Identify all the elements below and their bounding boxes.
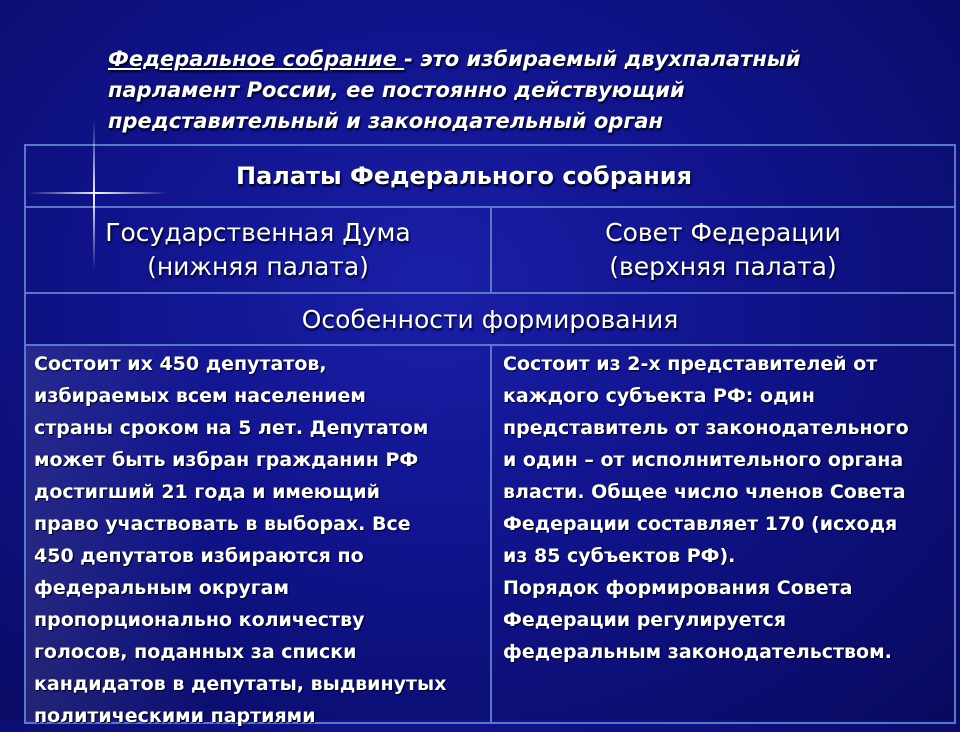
state-duma-formation-text: Состоит их 450 депутатов, избираемых всем населением страны сроком на 5 лет. Депутатом может быть избран гражданин РФ достигший 21 года и имеющий право участвовать в выборах. Все 450 депутатов избираются по федеральным округам пропорционально количеству голосов, поданных за списки кандидатов в депутаты, выдвинутых политическими партиями bbox=[34, 353, 447, 727]
state-duma-name: Государственная Дума bbox=[105, 218, 411, 247]
chambers-header-row bbox=[26, 208, 954, 294]
definition-body: это избираемый двухпалатный парламент России, ее постоянно действующий представительный и законодательный орган bbox=[108, 47, 801, 133]
table-title: Палаты Федерального собрания bbox=[26, 146, 954, 208]
chambers-table bbox=[24, 144, 956, 727]
defined-term: Федеральное собрание bbox=[108, 47, 405, 71]
definition-dash: - bbox=[404, 47, 421, 71]
federation-council-formation-text: Состоит из 2-х представителей от каждого субъекта РФ: один представитель от законодательного и один – от исполнительного органа власти. Общее число членов Совета Федерации составляет 170 (исходя из 85 субъектов РФ). Порядок формирования Совета Федерации регулируется федеральным законодательством. bbox=[503, 353, 909, 663]
federation-council-name: Совет Федерации bbox=[605, 218, 841, 247]
state-duma-formation-cell bbox=[26, 346, 492, 727]
federation-council-subtitle: (верхняя палата) bbox=[609, 252, 837, 281]
federation-council-header bbox=[492, 208, 954, 292]
formation-details-row bbox=[26, 346, 954, 727]
sparkle-decoration-vertical bbox=[93, 120, 95, 270]
definition-text bbox=[108, 44, 928, 137]
sparkle-decoration-horizontal bbox=[28, 192, 168, 194]
state-duma-subtitle: (нижняя палата) bbox=[147, 252, 369, 281]
state-duma-header bbox=[26, 208, 492, 292]
formation-features-heading: Особенности формирования bbox=[26, 294, 954, 346]
federation-council-formation-cell bbox=[492, 346, 954, 722]
